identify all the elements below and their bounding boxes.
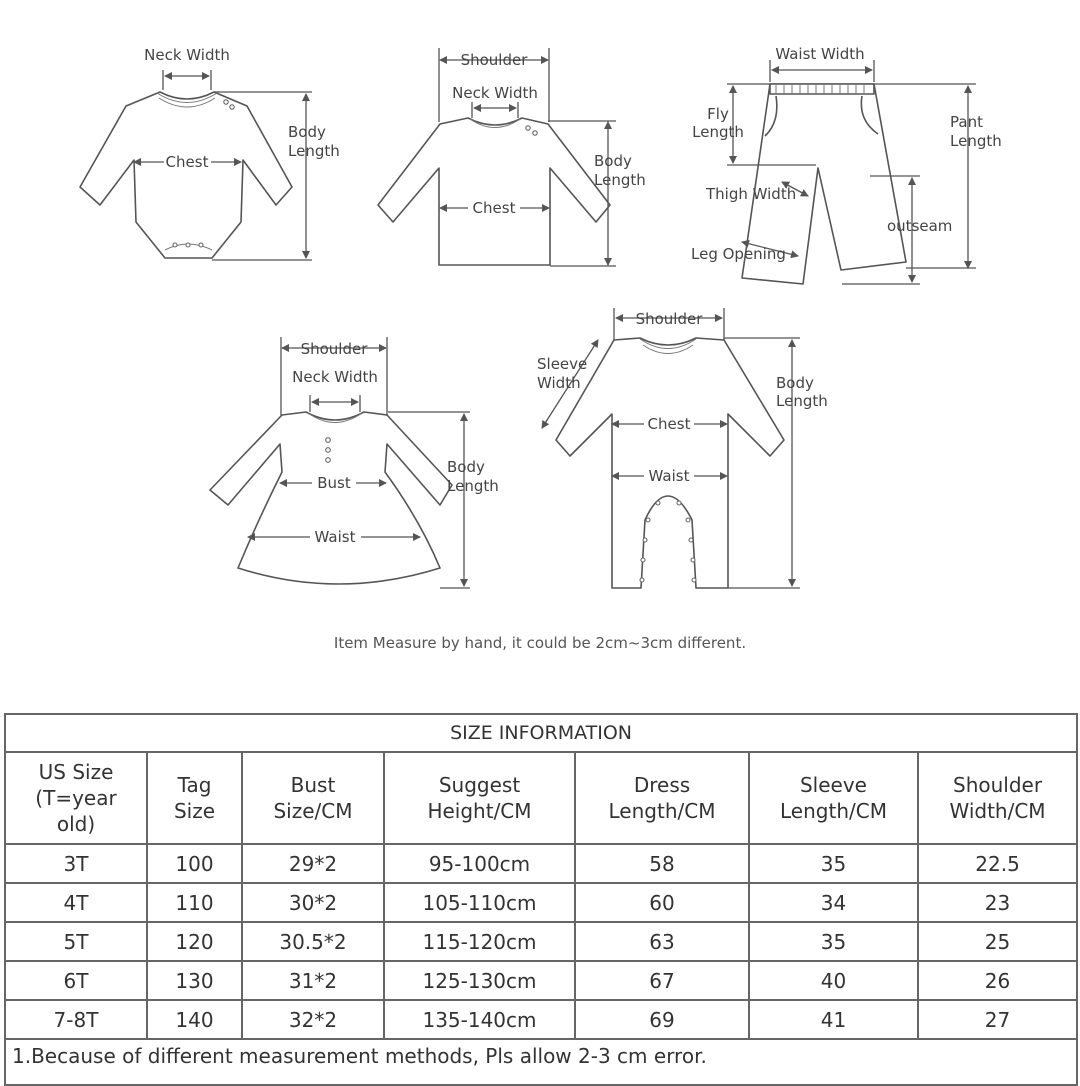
cell-tag-size: 110	[147, 883, 242, 922]
cell-shoulder-width: 27	[918, 1000, 1077, 1039]
cell-bust: 29*2	[242, 844, 384, 883]
cell-dress-length: 63	[575, 922, 749, 961]
header-line: Tag	[177, 773, 212, 797]
pants-fly-length-label-2: Length	[692, 123, 744, 141]
header-line: Dress	[633, 773, 691, 797]
table-row	[5, 883, 1077, 922]
romper-shoulder-label: Shoulder	[635, 310, 703, 328]
table-row	[5, 922, 1077, 961]
header-bust-size	[242, 752, 384, 844]
measure-note: Item Measure by hand, it could be 2cm~3cm different.	[333, 634, 747, 652]
cell-height: 135-140cm	[384, 1000, 575, 1039]
romper-waist-label: Waist	[648, 467, 690, 485]
dress-bust-label: Bust	[317, 474, 351, 492]
cell-us-size: 5T	[5, 922, 147, 961]
header-line: (T=year	[35, 786, 117, 810]
cell-height: 95-100cm	[384, 844, 575, 883]
cell-height: 125-130cm	[384, 961, 575, 1000]
cell-bust: 30.5*2	[242, 922, 384, 961]
cell-dress-length: 67	[575, 961, 749, 1000]
header-line: Length/CM	[780, 799, 887, 823]
header-suggest-height	[384, 752, 575, 844]
pants-figure	[691, 45, 1002, 284]
cell-us-size: 6T	[5, 961, 147, 1000]
header-shoulder-width	[918, 752, 1077, 844]
romper-sleeve-width-label-1: Sleeve	[537, 355, 588, 373]
dress-neck-width-label: Neck Width	[292, 368, 378, 386]
romper-body-length-label-1: Body	[776, 374, 814, 392]
shirt-body-length-label-1: Body	[594, 152, 632, 170]
header-line: Width/CM	[949, 799, 1046, 823]
pants-leg-opening-label: Leg Opening	[691, 245, 786, 263]
cell-sleeve-length: 35	[749, 922, 918, 961]
romper-chest-label: Chest	[647, 415, 691, 433]
cell-sleeve-length: 41	[749, 1000, 918, 1039]
cell-tag-size: 130	[147, 961, 242, 1000]
header-dress-length	[575, 752, 749, 844]
header-line: old)	[56, 812, 96, 836]
cell-bust: 32*2	[242, 1000, 384, 1039]
cell-tag-size: 140	[147, 1000, 242, 1039]
cell-height: 115-120cm	[384, 922, 575, 961]
header-line: Height/CM	[427, 799, 532, 823]
cell-dress-length: 58	[575, 844, 749, 883]
header-line: Shoulder	[953, 773, 1043, 797]
cell-bust: 31*2	[242, 961, 384, 1000]
bodysuit-body-length-label-2: Length	[288, 142, 340, 160]
pants-fly-length-label-1: Fly	[707, 105, 729, 123]
dress-body-length-label-2: Length	[447, 477, 499, 495]
table-title: SIZE INFORMATION	[5, 714, 1077, 752]
header-line: Bust	[290, 773, 336, 797]
cell-height: 105-110cm	[384, 883, 575, 922]
header-line: US Size	[38, 760, 114, 784]
shirt-neck-width-label: Neck Width	[452, 84, 538, 102]
size-information-table	[4, 713, 1078, 1086]
cell-sleeve-length: 34	[749, 883, 918, 922]
bodysuit-figure	[80, 46, 340, 260]
cell-tag-size: 120	[147, 922, 242, 961]
dress-waist-label: Waist	[314, 528, 356, 546]
pants-thigh-width-label: Thigh Width	[706, 185, 797, 203]
cell-sleeve-length: 40	[749, 961, 918, 1000]
table-row	[5, 844, 1077, 883]
cell-shoulder-width: 26	[918, 961, 1077, 1000]
table-row	[5, 1000, 1077, 1039]
dress-body-length-label-1: Body	[447, 458, 485, 476]
table-header-row	[5, 752, 1077, 844]
romper-body-length-label-2: Length	[776, 392, 828, 410]
dress-figure	[210, 337, 499, 588]
cell-tag-size: 100	[147, 844, 242, 883]
shirt-body-length-label-2: Length	[594, 171, 646, 189]
romper-figure	[537, 308, 828, 588]
cell-shoulder-width: 22.5	[918, 844, 1077, 883]
header-line: Sleeve	[799, 773, 867, 797]
cell-dress-length: 60	[575, 883, 749, 922]
header-tag-size	[147, 752, 242, 844]
pants-pant-length-label-2: Length	[950, 132, 1002, 150]
cell-dress-length: 69	[575, 1000, 749, 1039]
shirt-chest-label: Chest	[472, 199, 516, 217]
cell-us-size: 3T	[5, 844, 147, 883]
pants-outseam-label: outseam	[887, 217, 953, 235]
bodysuit-body-length-label-1: Body	[288, 123, 326, 141]
header-line: Suggest	[438, 773, 521, 797]
pants-pant-length-label-1: Pant	[950, 113, 983, 131]
header-line: Length/CM	[608, 799, 716, 823]
table-footnote: 1.Because of different measurement methods, Pls allow 2-3 cm error.	[5, 1039, 1077, 1085]
cell-us-size: 7-8T	[5, 1000, 147, 1039]
header-us-size	[5, 752, 147, 844]
bodysuit-chest-label: Chest	[165, 153, 209, 171]
cell-shoulder-width: 23	[918, 883, 1077, 922]
cell-bust: 30*2	[242, 883, 384, 922]
cell-sleeve-length: 35	[749, 844, 918, 883]
cell-shoulder-width: 25	[918, 922, 1077, 961]
table-row	[5, 961, 1077, 1000]
dress-shoulder-label: Shoulder	[300, 340, 368, 358]
cell-us-size: 4T	[5, 883, 147, 922]
bodysuit-neck-width-label: Neck Width	[144, 46, 230, 64]
shirt-figure	[378, 48, 646, 266]
header-line: Size	[173, 799, 216, 823]
header-sleeve-length	[749, 752, 918, 844]
romper-sleeve-width-label-2: Width	[537, 374, 581, 392]
pants-waist-width-label: Waist Width	[775, 45, 865, 63]
shirt-shoulder-label: Shoulder	[460, 51, 528, 69]
header-line: Size/CM	[273, 799, 353, 823]
